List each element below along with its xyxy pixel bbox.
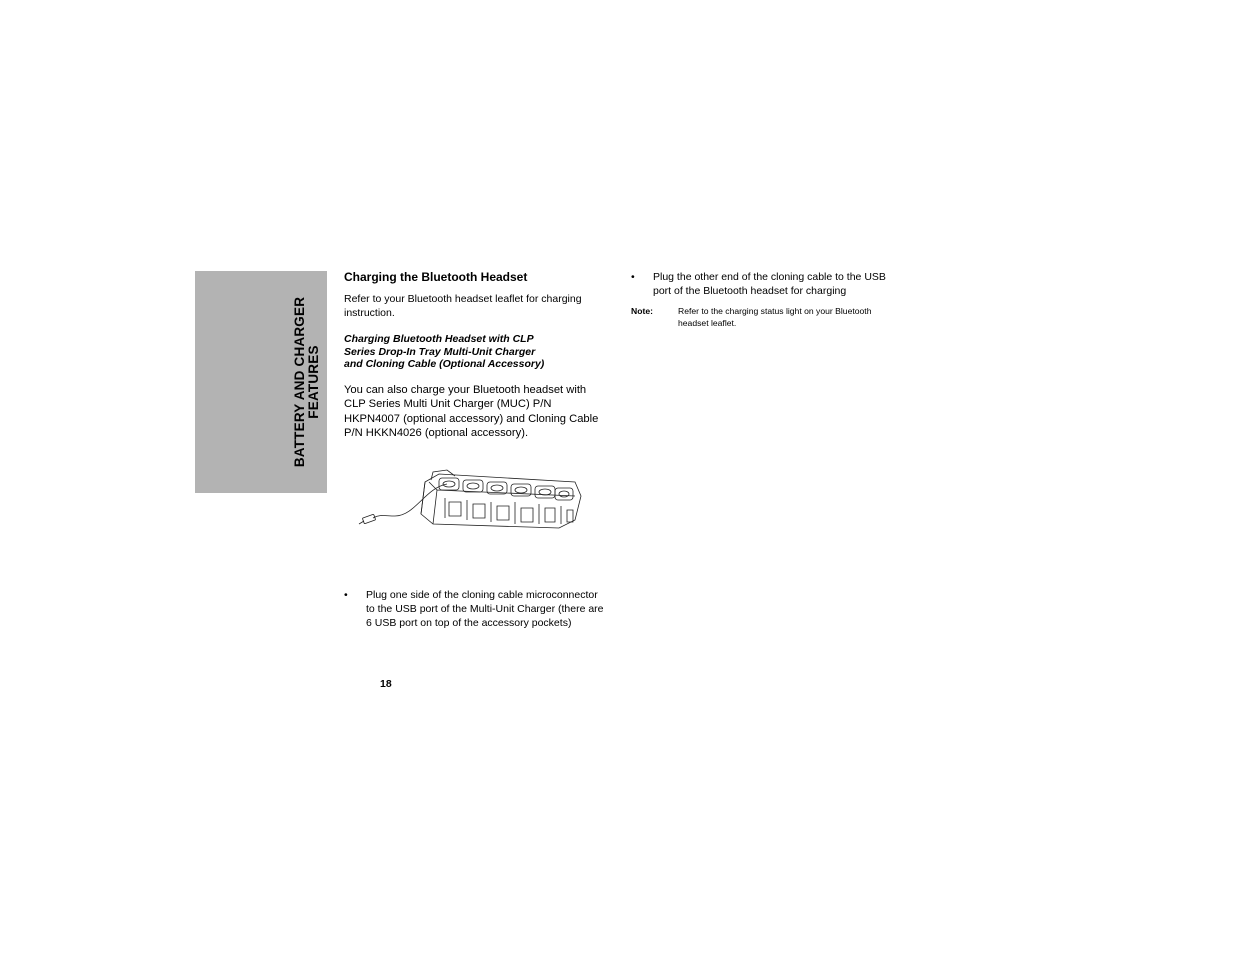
subsection-body: You can also charge your Bluetooth headset with CLP Series Multi Unit Charger (MUC) P/N HKPN4007 (optional accessory) and Cloning Cable P/N HKKN4026 (optional accessory). xyxy=(344,383,599,439)
note-label: Note: xyxy=(631,306,653,316)
section-title: Charging the Bluetooth Headset xyxy=(344,270,528,284)
step-1-text: Plug one side of the cloning cable microconnector to the USB port of the Multi-Unit Charger (there are 6 USB port on top of the accessory pockets) xyxy=(366,589,604,629)
note-text: Refer to the charging status light on your Bluetooth headset leaflet. xyxy=(678,306,872,328)
subsection-heading xyxy=(344,333,604,371)
step-2-bullet xyxy=(631,270,893,298)
bullet-mark: • xyxy=(631,271,635,283)
intro-paragraph: Refer to your Bluetooth headset leaflet for charging instruction. xyxy=(344,293,582,319)
page-number: 18 xyxy=(380,678,392,690)
bullet-mark: • xyxy=(344,589,348,601)
note xyxy=(631,305,896,329)
side-tab-line-2: FEATURES xyxy=(306,345,321,419)
subsection-heading-line-1: Charging Bluetooth Headset with CLP xyxy=(344,333,534,345)
subsection-heading-line-3: and Cloning Cable (Optional Accessory) xyxy=(344,358,545,370)
step-1-bullet xyxy=(344,588,606,630)
subsection-heading-line-2: Series Drop-In Tray Multi-Unit Charger xyxy=(344,345,536,358)
side-tab-label xyxy=(293,282,321,482)
step-2-text: Plug the other end of the cloning cable to the USB port of the Bluetooth headset for charging xyxy=(653,271,886,297)
left-column xyxy=(344,270,604,441)
side-tab-line-1: BATTERY AND CHARGER xyxy=(292,296,307,468)
multi-unit-charger-illustration xyxy=(355,468,587,534)
